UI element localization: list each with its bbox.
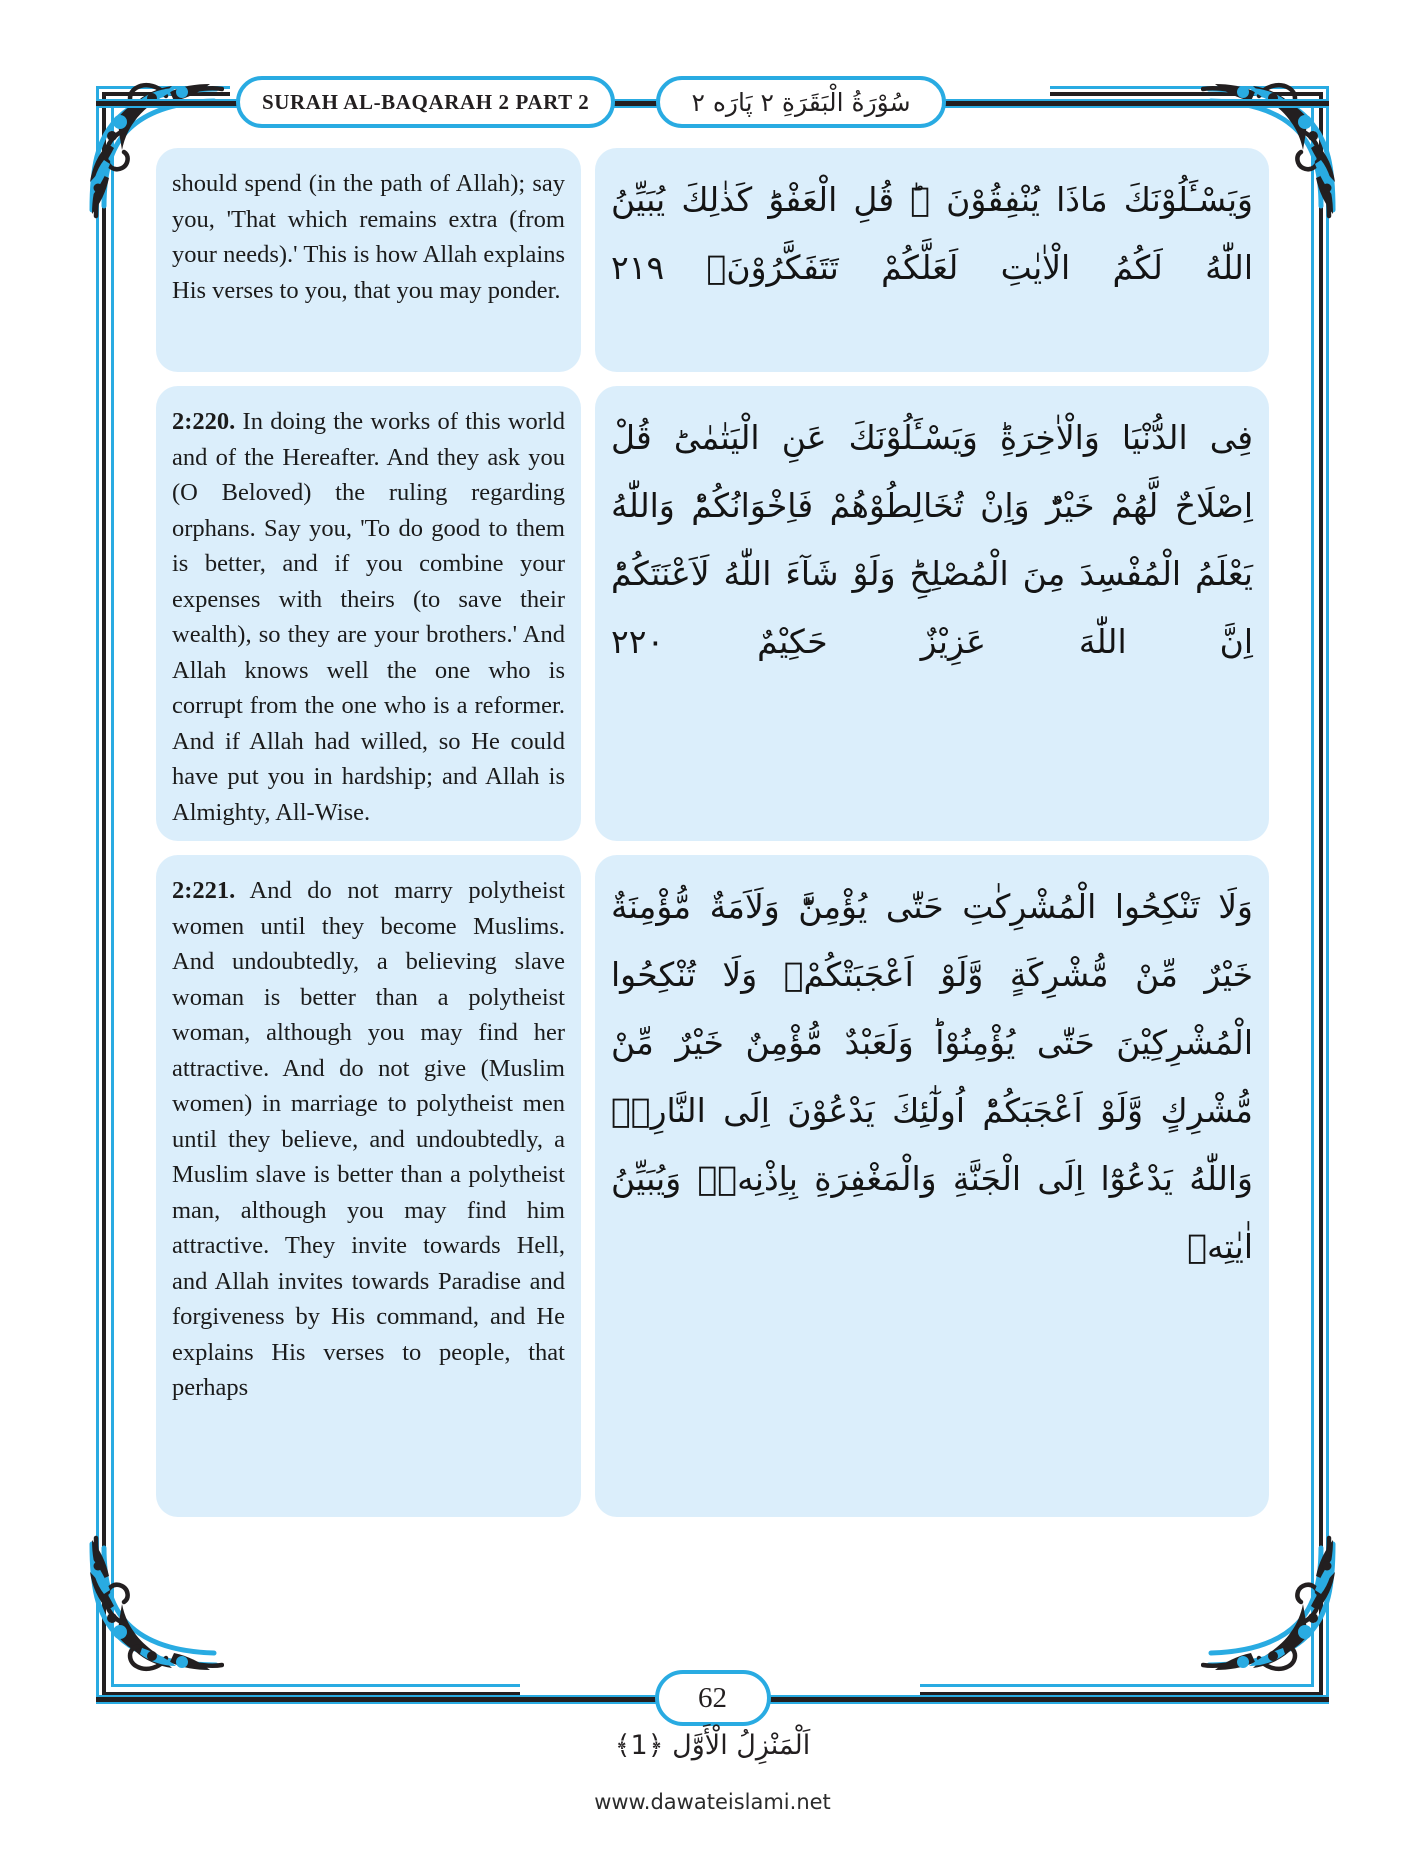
verse-panel-arabic [595,148,1269,372]
page-number-text: 62 [698,1681,727,1714]
verse-panel-arabic [595,386,1269,841]
surah-title-text: SURAH AL-BAQARAH 2 PART 2 [262,89,590,114]
verse-number: 2:221. [172,877,236,904]
page-header [96,76,1329,130]
page-number-badge [655,1670,771,1726]
verse-body: should spend (in the path of Allah); say you, 'That which remains extra (from your needs).' This is how Allah explains His verses to you, that you may ponder. [172,170,565,304]
verse-text-english [172,873,565,1406]
surah-title-badge [236,76,615,128]
verse-panel-english [156,855,581,1517]
verse-number: 2:220. [172,408,236,435]
verse-text-arabic: فِى الدُّنْيَا وَالْاٰخِرَةِؕ وَيَسْـَٔلُوْنَكَ عَنِ الْيَتٰمٰىؕ قُلْ اِصْلَاحٌ لَّهُمْ خَيْرٌؕ وَاِنْ تُخَالِطُوْهُمْ فَاِخْوَانُكُمْؕ وَاللّٰهُ يَعْلَمُ الْمُفْسِدَ مِنَ الْمُصْلِحِؕ وَلَوْ شَآءَ اللّٰهُ لَاَعْنَتَكُمْؕ اِنَّ اللّٰهَ عَزِيْزٌ حَكِيْمٌ ۲۲۰ [611,418,1253,661]
verse-body: In doing the works of this world and of the Hereafter. And they ask you (O Beloved) the ruling regarding orphans. Say you, 'To do good to them is better, and if you combine your expenses with theirs (to save their wealth), so they are your brothers.' And Allah knows well the one who is corrupt from the one who is a reformer. And if Allah had willed, so He could have put you in hardship; and Allah is Almighty, All-Wise. [172,408,566,826]
surah-title-text-arabic: سُوْرَةُ الْبَقَرَةِ ٢ پَارَه ٢ [691,87,911,117]
english-translation-column [156,148,581,1518]
verse-panel-arabic [595,855,1269,1517]
verse-content-area [156,148,1269,1518]
verse-text-arabic: وَلَا تَنْكِحُوا الْمُشْرِكٰتِ حَتّٰى يُؤْمِنَّؕ وَلَاَمَةٌ مُّؤْمِنَةٌ خَيْرٌ مِّنْ مُّشْرِكَةٍ وَّلَوْ اَعْجَبَتْكُمْۚ وَلَا تُنْكِحُوا الْمُشْرِكِيْنَ حَتّٰى يُؤْمِنُوْاؕ وَلَعَبْدٌ مُّؤْمِنٌ خَيْرٌ مِّنْ مُّشْرِكٍ وَّلَوْ اَعْجَبَكُمْؕ اُولٰٓئِكَ يَدْعُوْنَ اِلَى النَّارِۖۚ وَاللّٰهُ يَدْعُوْٓا اِلَى الْجَنَّةِ وَالْمَغْفِرَةِ بِاِذْنِهٖۚ وَيُبَيِّنُ اٰيٰتِهٖ [611,887,1253,1266]
manzil-label: اَلْمَنْزِلُ الْأَوَّل ﴿1﴾ [614,1730,811,1761]
verse-panel-english [156,148,581,372]
page-footer [96,1672,1329,1726]
verse-body: And do not marry polytheist women until they become Muslims. And undoubtedly, a believing slave woman is better than a polytheist woman, although you may find her attractive. And do not give (Muslim women) in marriage to polytheist men until they believe, and undoubtedly, a Muslim slave is better than a polytheist man, although you may find him attractive. They invite towards Hell, and Allah invites towards Paradise and forgiveness by His command, and He explains His verses to people, that perhaps [172,877,565,1401]
verse-text-english [172,404,565,830]
verse-panel-english [156,386,581,841]
verse-text-arabic: وَيَسْـَٔلُوْنَكَ مَاذَا يُنْفِقُوْنَ ۬ؕ قُلِ الْعَفْوَؕ كَذٰلِكَ يُبَيِّنُ اللّٰهُ لَكُمُ الْاٰيٰتِ لَعَلَّكُمْ تَتَفَكَّرُوْنَۙ ۲۱۹ [611,180,1253,287]
website-url: www.dawateislami.net [594,1790,831,1814]
surah-title-badge-arabic [656,76,946,128]
arabic-text-column [595,148,1269,1518]
verse-text-english [172,166,565,308]
